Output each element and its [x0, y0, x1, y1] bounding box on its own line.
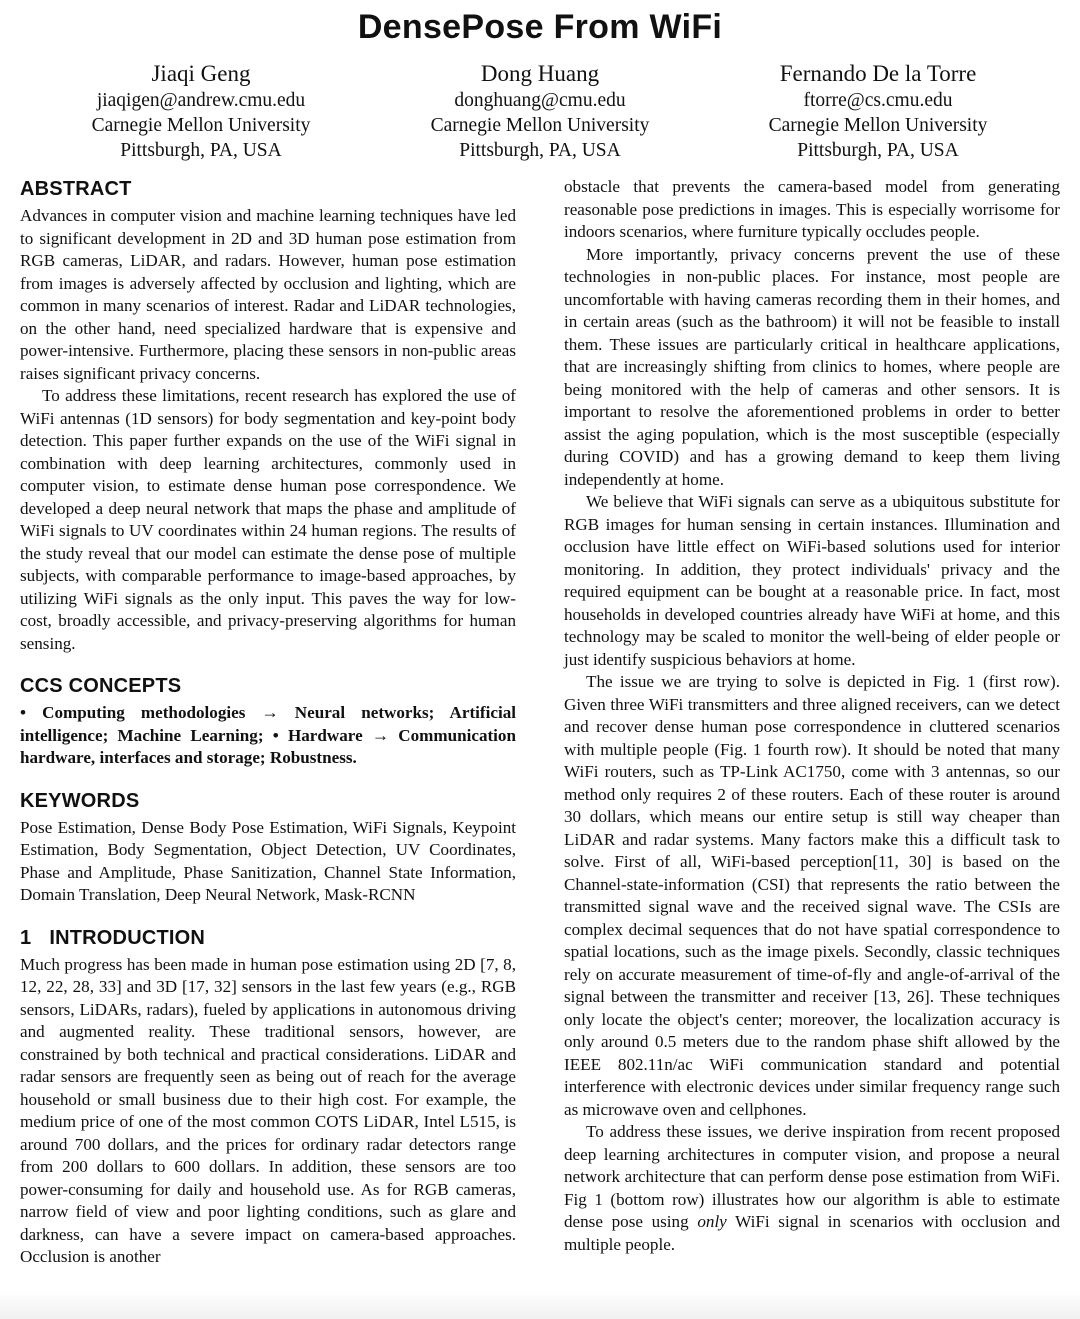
page-bottom-shade — [0, 1291, 1080, 1319]
intro-paragraph-5 — [564, 1121, 1060, 1256]
author-block — [20, 60, 1060, 168]
author-1 — [31, 60, 371, 163]
section-number: 1 — [20, 926, 32, 949]
keywords-heading: KEYWORDS — [20, 789, 140, 812]
paper-title: DensePose From WiFi — [357, 8, 723, 46]
author-email: donghuang@cmu.edu — [454, 90, 626, 111]
right-column — [564, 176, 1060, 1256]
author-affiliation: Carnegie Mellon University — [430, 115, 650, 136]
author-affiliation: Carnegie Mellon University — [768, 115, 988, 136]
left-column — [20, 176, 516, 1269]
author-location: Pittsburgh, PA, USA — [120, 140, 282, 161]
author-affiliation: Carnegie Mellon University — [91, 115, 311, 136]
author-name: Fernando De la Torre — [779, 61, 977, 86]
author-email: jiaqigen@andrew.cmu.edu — [96, 90, 306, 111]
abstract-paragraph-2: To address these limitations, recent research has explored the use of WiFi antennas (1D sensors) for body segmentation and key-point body detection. This paper further expands on the use of the WiFi signal in combination with deep learning architectures, commonly used in computer vision, to estimate dense human pose correspondence. We developed a deep neural network that maps the phase and amplitude of WiFi signals to UV coordinates within 24 human regions. The results of the study reveal that our model can estimate the dense pose of multiple subjects, with comparable performance to image-based approaches, by utilizing WiFi signals as the only input. This paves the way for low-cost, broadly accessible, and privacy-preserving algorithms for human sensing. — [20, 386, 516, 653]
emphasized-text: only — [697, 1212, 727, 1231]
author-3 — [708, 60, 1048, 163]
introduction-heading — [20, 925, 516, 951]
ccs-heading: CCS CONCEPTS — [20, 675, 182, 697]
intro-paragraph-1: Much progress has been made in human pose estimation using 2D [7, 8, 12, 22, 28, 33] and 3D [17, 32] sensors in the last few years (e.g., RGB sensors, LiDARs, radars), fueled by applications in autonomous driving and augmented reality. These traditional sensors, however, are constrained by both technical and practical considerations. LiDAR and radar sensors are frequently seen as being out of reach for the average household or small business due to their high cost. For example, the medium price of one of the most common COTS LiDAR, Intel L515, is around 700 dollars, and the prices for ordinary radar detectors range from 200 dollars to 600 dollars. In addition, these sensors are too power-consuming for daily and household use. As for RGB cameras, narrow field of view and poor lighting conditions, such as glare and darkness, can have a severe impact on camera-based approaches. Occlusion is another — [20, 954, 516, 1266]
author-location: Pittsburgh, PA, USA — [797, 140, 959, 161]
abstract-paragraph-1: Advances in computer vision and machine learning techniques have led to significant development in 2D and 3D human pose estimation from RGB cameras, LiDAR, and radars. However, human pose estimation from images is adversely affected by occlusion and lighting, which are common in many scenarios of interest. Radar and LiDAR technologies, on the other hand, need specialized hardware that is expensive and power-intensive. Furthermore, placing these sensors in non-public areas raises significant privacy concerns. — [20, 206, 516, 383]
keywords-text: Pose Estimation, Dense Body Pose Estimation, WiFi Signals, Keypoint Estimation, Body Segmentation, Object Detection, UV Coordinates, Phase and Amplitude, Phase Sanitization, Channel State Information, Domain Translation, Deep Neural Network, Mask-RCNN — [20, 817, 516, 904]
author-2 — [370, 60, 710, 163]
section-title: INTRODUCTION — [49, 926, 206, 949]
intro-paragraph-1-continued: obstacle that prevents the camera-based model from generating reasonable pose predictions in images. This is especially worrisome for indoors scenarios, where furniture typically occludes people. — [564, 177, 1060, 241]
author-location: Pittsburgh, PA, USA — [459, 140, 621, 161]
intro-paragraph-3: We believe that WiFi signals can serve as a ubiquitous substitute for RGB images for human sensing in certain instances. Illumination and occlusion have little effect on WiFi-based solutions used for interior monitoring. In addition, they protect individuals' privacy and the required equipment can be bought at a reasonable price. In fact, most households in developed countries already have WiFi at home, and this technology may be scaled to monitor the well-being of elder people or just identify suspicious behaviors at home. — [564, 492, 1060, 669]
abstract-heading: ABSTRACT — [20, 178, 132, 200]
author-email: ftorre@cs.cmu.edu — [803, 90, 953, 111]
ccs-concepts-text: • Computing methodologies → Neural networks; Artificial intelligence; Machine Learning; • Hardware → Communication hardware, interfaces and storage; Robustness. — [20, 703, 516, 767]
author-name: Jiaqi Geng — [151, 61, 251, 86]
intro-paragraph-4: The issue we are trying to solve is depicted in Fig. 1 (first row). Given three WiFi transmitters and three aligned receivers, can we detect and recover dense human pose correspondence in cluttered scenarios with multiple people (Fig. 1 fourth row). It should be noted that many WiFi routers, such as TP-Link AC1750, come with 3 antennas, so our method only requires 2 of these routers. Each of these router is around 30 dollars, which means our entire setup is still way cheaper than LiDAR and radar systems. Many factors make this a difficult task to solve. First of all, WiFi-based perception[11, 30] is based on the Channel-state-information (CSI) that represents the ratio between the transmitted signal wave and the received signal wave. The CSIs are complex decimal sequences that do not have spatial correspondence to spatial locations, such as the image pixels. Secondly, classic techniques rely on accurate measurement of time-of-fly and angle-of-arrival of the signal between the transmitter and receiver [13, 26]. These techniques only locate the object's center; moreover, the localization accuracy is only around 0.5 meters due to the random phase shift allowed by the IEEE 802.11n/ac WiFi communication standard and potential interference with electronic devices under similar frequency range such as microwave oven and cellphones. — [564, 672, 1060, 1119]
author-name: Dong Huang — [480, 61, 600, 86]
text-run: To address these issues, we derive inspiration from recent proposed deep learning architectures in computer vision, and propose a neural network architecture that can perform dense pose estimation from WiFi. Fig 1 (bottom row) illustrates how our algorithm is able to estimate dense pose using — [564, 1122, 1060, 1231]
text-run: WiFi signal in scenarios with occlusion and multiple people. — [564, 1212, 1060, 1254]
intro-paragraph-2: More importantly, privacy concerns prevent the use of these technologies in non-public places. For instance, most people are uncomfortable with having cameras recording them in their homes, and in certain areas (such as the bathroom) it will not be feasible to install them. These issues are particularly critical in healthcare applications, that are increasingly shifting from clinics to homes, where people are being monitored with the help of cameras and other sensors. It is important to resolve the aforementioned problems in order to better assist the aging population, which is the most susceptible (especially during COVID) and has a growing demand to keep them living independently at home. — [564, 244, 1060, 489]
